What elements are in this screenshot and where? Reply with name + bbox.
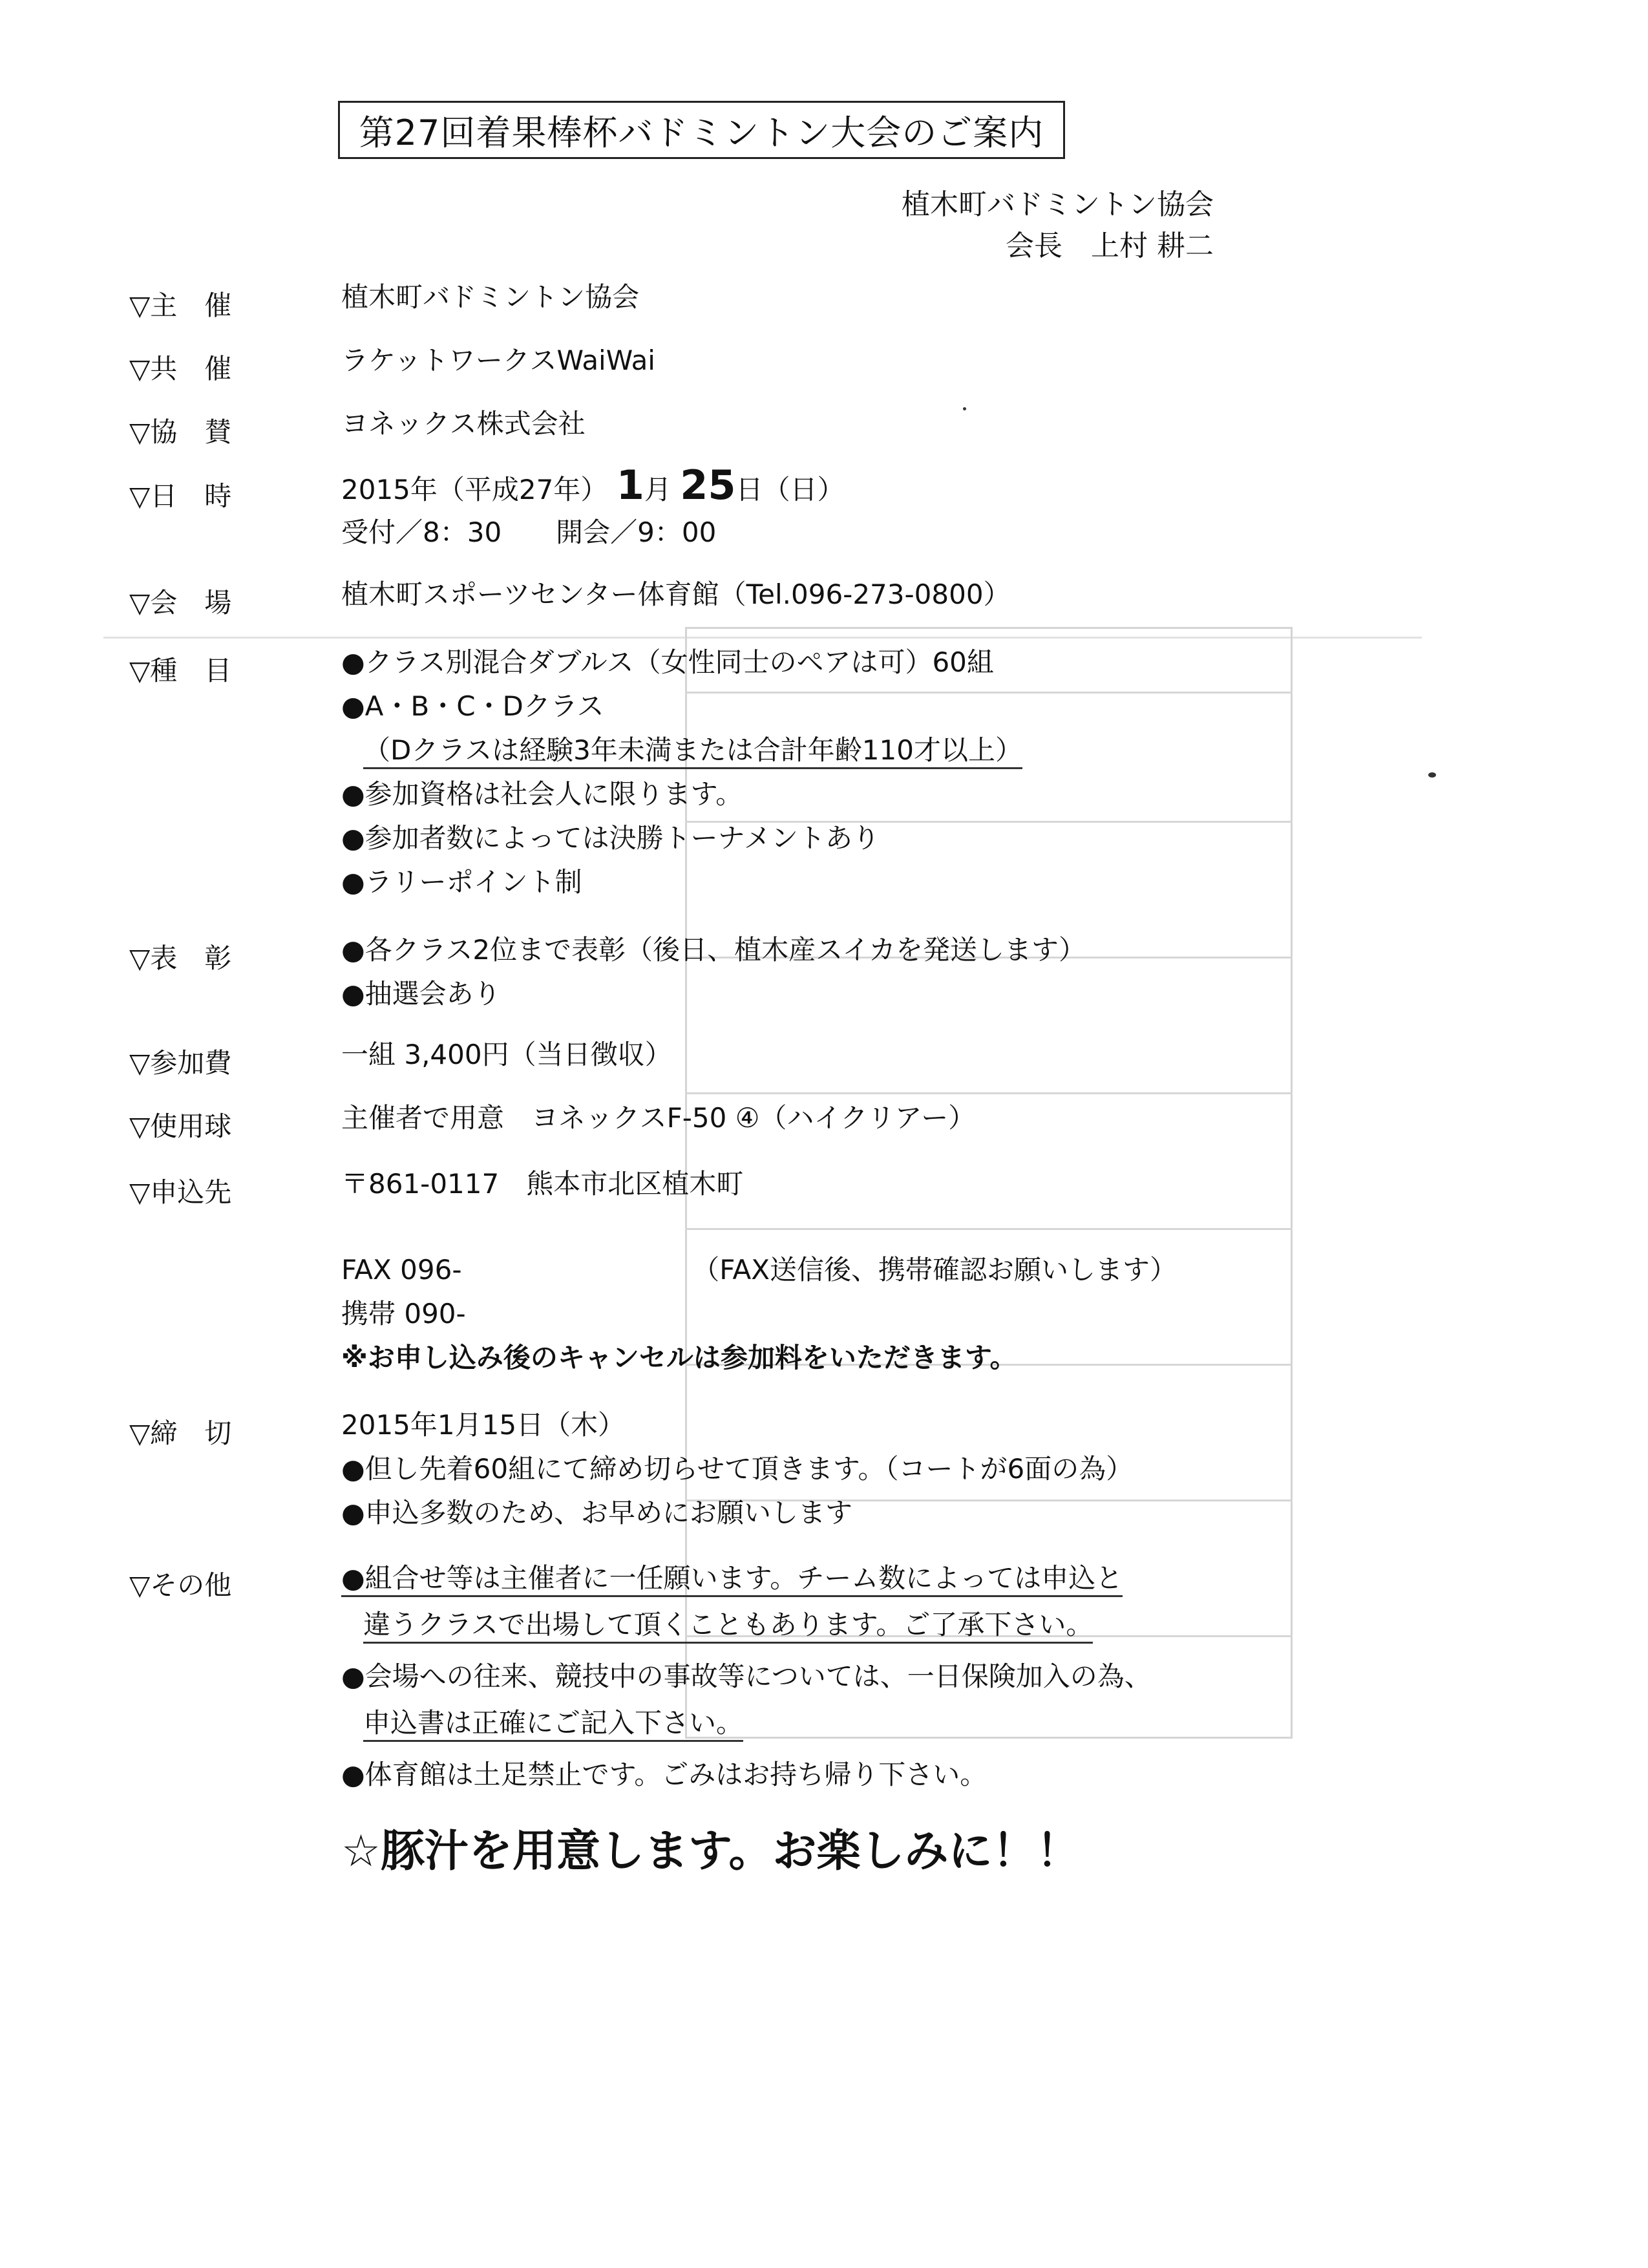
cancel-note: ※お申し込み後のキャンセルは参加料をいただきます。 [341,1342,1017,1373]
ghost-form-line [685,1228,1293,1230]
label-apply: ▽申込先 [129,1176,232,1208]
deadline-date: 2015年1月15日（木） [341,1409,626,1441]
class-d-note: （Dクラスは経験3年未満または合計年齢110才以上） [363,734,1022,769]
host-text: 植木町バドミントン協会 [341,281,640,313]
label-awards: ▽表 彰 [129,942,232,974]
venue-text: 植木町スポーツセンター体育館（Tel.096-273-0800） [341,578,1011,610]
fax-note: （FAX送信後、携帯確認お願いします） [692,1254,1178,1286]
label-events: ▽種 目 [129,655,232,686]
apply-contact [341,1248,1177,1380]
reception-opening-times: 受付／8：30 開会／9：00 [341,516,717,548]
award-line: ●各クラス2位まで表彰（後日、植木産スイカを発送します） [341,934,1086,966]
event-line: ●A・B・C・Dクラス [341,690,604,722]
title-text: 第27回着果棒杯バドミントン大会のご案内 [359,112,1044,153]
date-month-unit: 月 [644,474,671,505]
apply-address: 〒861-0117 熊本市北区植木町 [341,1168,744,1200]
document-title [338,101,1065,159]
event-line: ●ラリーポイント制 [341,866,582,898]
other-line-text: 違うクラスで出場して頂くこともあります。ご了承下さい。 [363,1609,1093,1644]
value-other [341,1555,1152,1798]
mobile-number: 携帯 090- [341,1298,466,1330]
value-events [341,641,1022,904]
value-venue [341,573,1011,617]
shuttle-text: 主催者で用意 ヨネックスF-50 ④（ハイクリアー） [341,1102,976,1134]
other-line [341,1602,1152,1648]
date-year: 2015年（平成27年） [341,474,608,505]
label-sponsor: ▽協 賛 [129,416,232,448]
sponsor-text: ヨネックス株式会社 [341,408,586,440]
deadline-line: ●申込多数のため、お早めにお願いします [341,1497,852,1529]
other-line [341,1555,1152,1602]
value-fee [341,1033,672,1077]
award-line: ●抽選会あり [341,978,501,1010]
fee-text: 一組 3,400円（当日徴収） [341,1039,672,1070]
label-venue: ▽会 場 [129,587,232,619]
date-line [341,461,845,514]
label-host: ▽主 催 [129,290,232,321]
other-line-text: 申込書は正確にご記入下さい。 [363,1707,743,1742]
label-fee: ▽参加費 [129,1047,232,1079]
closing-message: ☆豚汁を用意します。お楽しみに！！ [341,1826,1081,1877]
value-sponsor [341,402,586,446]
ink-speck [963,407,966,410]
other-line [341,1700,1152,1746]
label-datetime: ▽日 時 [129,480,232,512]
association-name: 植木町バドミントン協会 [901,188,1214,221]
value-shuttle [341,1096,975,1140]
date-day-unit: 日（日） [735,474,845,505]
label-other: ▽その他 [129,1569,232,1601]
event-line: ●クラス別混合ダブルス（女性同士のペアは可）60組 [341,646,994,678]
president-name: 会長 上村 耕二 [1006,229,1214,262]
label-shuttle: ▽使用球 [129,1110,232,1142]
ghost-form-line [685,1092,1293,1094]
event-line: ●参加者数によっては決勝トーナメントあり [341,822,880,854]
date-month-number: 1 [616,461,644,509]
other-line [341,1653,1152,1700]
other-line: ●体育館は土足禁止です。ごみはお持ち帰り下さい。 [341,1759,988,1790]
deadline-line: ●但し先着60組にて締め切らせて頂きます。（コートが6面の為） [341,1453,1134,1485]
event-line: ●参加資格は社会人に限ります。 [341,778,743,810]
other-line-text: ●会場への往来、競技中の事故等については、一日保険加入の為、 [341,1660,1152,1692]
label-cohost: ▽共 催 [129,353,232,385]
fax-number: FAX 096- [341,1254,462,1286]
ink-speck [1428,772,1436,778]
event-line [341,728,1022,772]
value-host [341,275,639,319]
value-awards [341,928,1086,1016]
label-deadline: ▽締 切 [129,1417,232,1449]
other-line-text: ●組合せ等は主催者に一任願います。チーム数によっては申込と [341,1562,1123,1597]
fax-line [341,1248,1177,1292]
value-apply [341,1162,743,1206]
cohost-text: ラケットワークスWaiWai [341,344,655,376]
organizer-header [902,184,1214,267]
value-cohost [341,339,655,383]
value-datetime [341,461,845,557]
value-deadline [341,1403,1133,1535]
date-day-number: 25 [680,461,736,509]
